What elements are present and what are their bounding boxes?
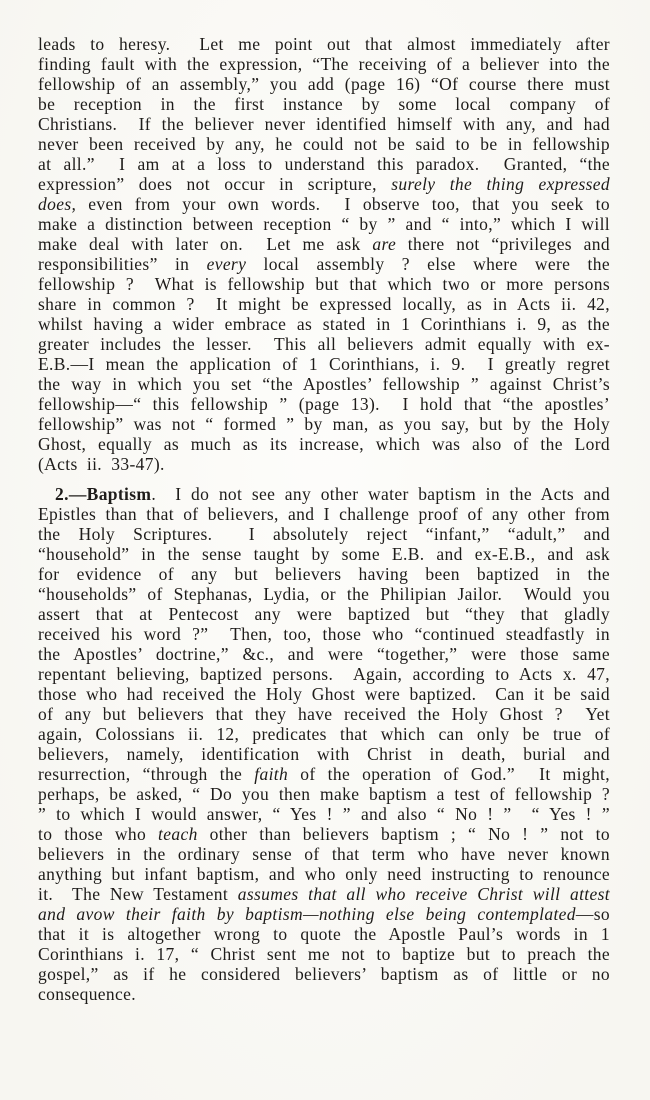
page-text-block [38,34,610,1004]
paragraph-baptism: 2.—Baptism. I do not see any other water baptism in the Acts and Epistles than that of believers, and I challenge proof of any other from the Holy Scriptures. I absolutely reject “infant,” “adult,” and “household” in the sense taught by some E.B. and ex-E.B., and ask for evidence of any but believers having been baptized in the “households” of Stephanas, Lydia, or the Philipian Jailor. Would you assert that at Pentecost any were baptized but “they that gladly received his word ?” Then, too, those who “continued steadfastly in the Apostles’ doctrine,” &c., and were “together,” were those same repentant believing, baptized persons. Again, according to Acts x. 47, those who had received the Holy Ghost were baptized. Can it be said of any but believers that they have received the Holy Ghost ? Yet again, Colossians ii. 12, predicates that which can only be true of believers, namely, identification with Christ in death, burial and resurrection, “through the faith of the operation of God.” It might, perhaps, be asked, “ Do you then make baptism a test of fellowship ? ” to which I would answer, “ Yes ! ” and also “ No ! ” “ Yes ! ” to those who teach other than believers baptism ; “ No ! ” not to believers in the ordinary sense of that term who have never known anything but infant baptism, and who only need instructing to renounce it. The New Testament assumes that all who receive Christ will attest and avow their faith by baptism—nothing else being contemplated—so that it is altogether wrong to quote the Apostle Paul’s words in 1 Corinthians i. 17, “ Christ sent me not to baptize but to preach the gospel,” as if he considered believers’ baptism as of little or no consequence. [38,484,610,1004]
paragraph-fellowship: leads to heresy. Let me point out that almost immediately after finding fault with the expression, “The receiving of a believer into the fellowship of an assembly,” you add (page 16) “Of course there must be reception in the first instance by some local company of Christians. If the believer never identified himself with any, and had never been received by any, he could not be said to be in fellowship at all.” I am at a loss to understand this paradox. Granted, “the expression” does not occur in scripture, surely the thing expressed does, even from your own words. I observe too, that you seek to make a distinction between reception “ by ” and “ into,” which I will make deal with later on. Let me ask are there not “privileges and responsibilities” in every local assembly ? else where were the fellowship ? What is fellowship but that which two or more persons share in common ? It might be expressed locally, as in Acts ii. 42, whilst having a wider embrace as stated in 1 Corinthians i. 9, as the greater includes the lesser. This all believers admit equally with ex-E.B.—I mean the application of 1 Corinthians, i. 9. I greatly regret the way in which you set “the Apostles’ fellowship ” against Christ’s fellowship—“ this fellowship ” (page 13). I hold that “the apostles’ fellowship” was not “ formed ” by man, as you say, but by the Holy Ghost, equally as much as its increase, which was also of the Lord (Acts ii. 33-47). [38,34,611,474]
